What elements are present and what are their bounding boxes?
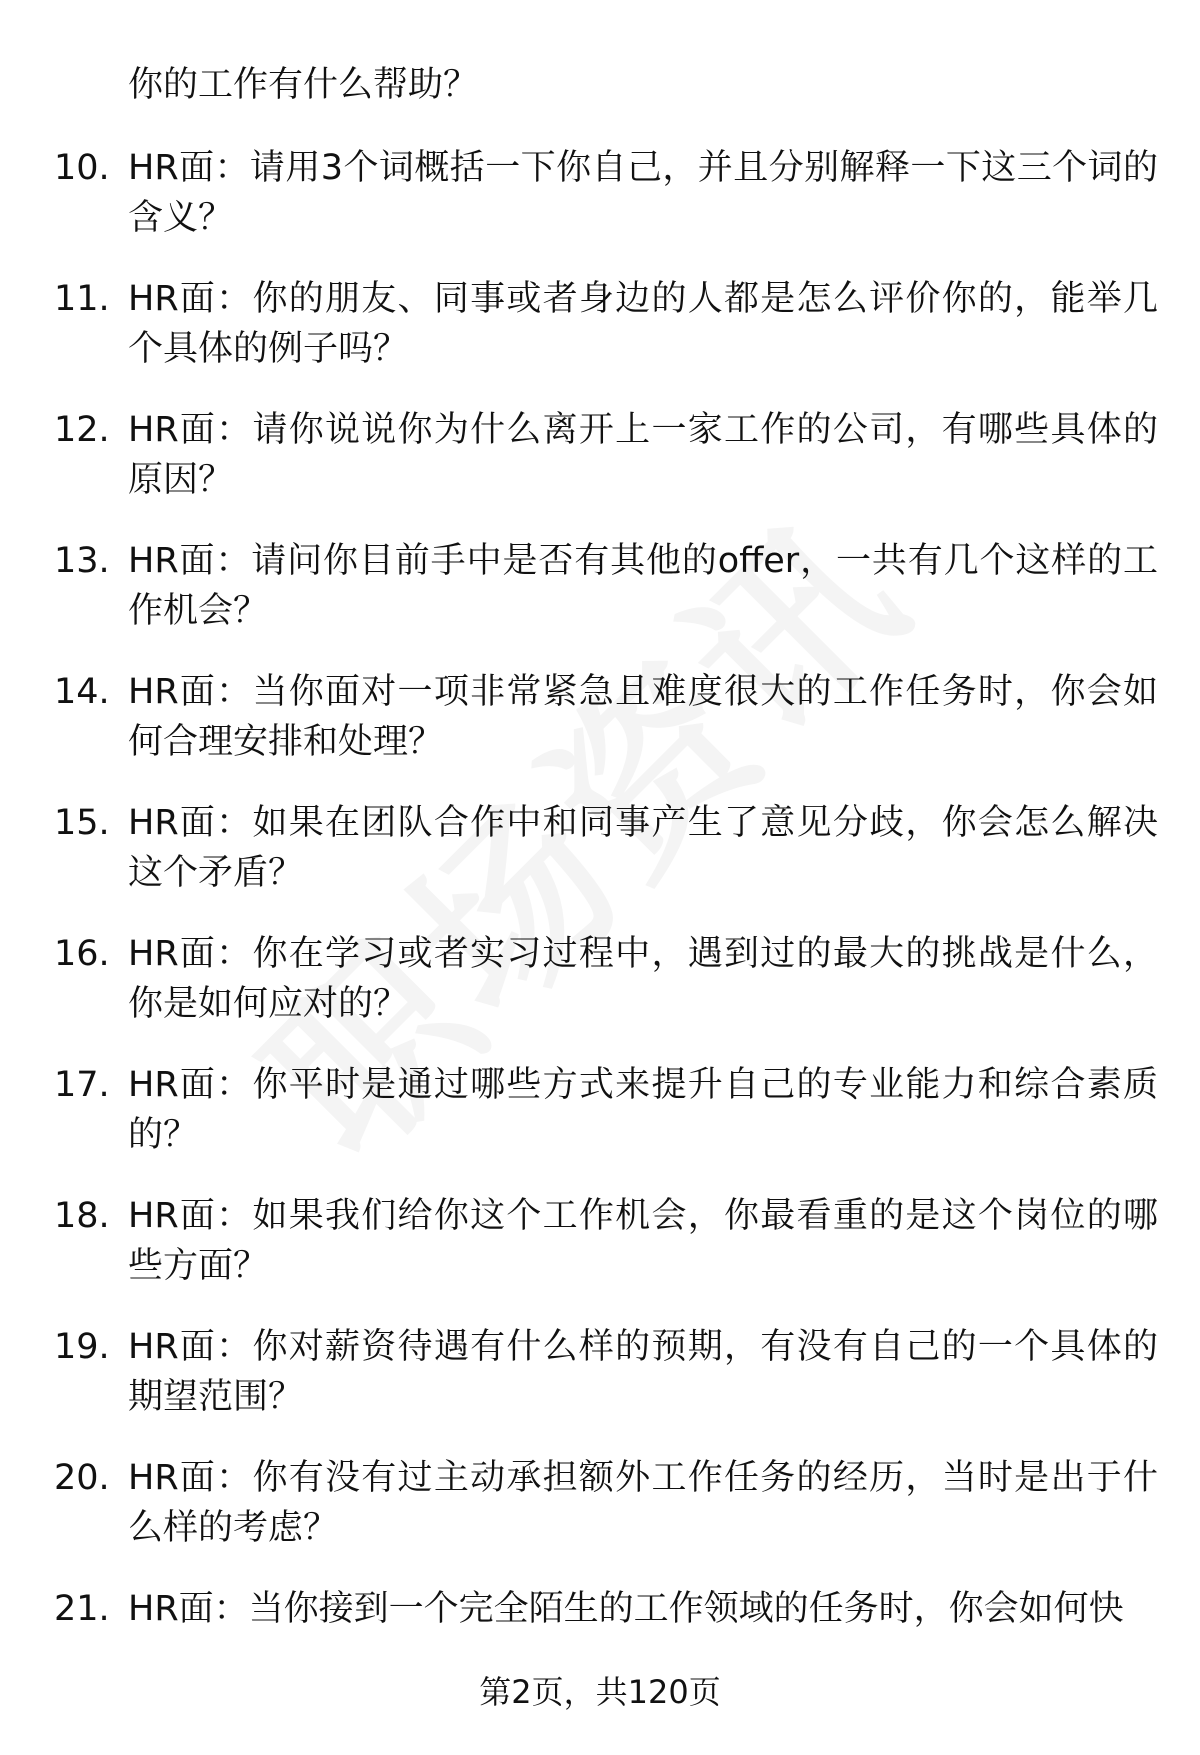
question-text: HR面：你有没有过主动承担额外工作任务的经历，当时是出于什么样的考虑？ (128, 1458, 1158, 1548)
question-item (0, 143, 1200, 274)
question-list (0, 143, 1200, 1715)
question-continuation: 你的工作有什么帮助？ (128, 65, 479, 105)
question-item (0, 1453, 1200, 1584)
question-item (0, 798, 1200, 929)
question-number: 20. (54, 1458, 110, 1498)
question-number: 17. (54, 1065, 110, 1105)
question-item (0, 1060, 1200, 1191)
question-text: HR面：你的朋友、同事或者身边的人都是怎么评价你的，能举几个具体的例子吗？ (128, 279, 1158, 369)
question-number: 21. (54, 1589, 110, 1629)
question-item (0, 667, 1200, 798)
question-number: 15. (54, 803, 110, 843)
question-number: 13. (54, 541, 110, 581)
question-text: HR面：如果在团队合作中和同事产生了意见分歧，你会怎么解决这个矛盾？ (128, 803, 1158, 893)
question-item (0, 929, 1200, 1060)
question-item (0, 274, 1200, 405)
question-number: 16. (54, 934, 110, 974)
question-item (0, 1191, 1200, 1322)
question-number: 10. (54, 148, 110, 188)
question-text: HR面：请用3个词概括一下你自己，并且分别解释一下这三个词的含义？ (128, 148, 1158, 238)
question-text: HR面：你对薪资待遇有什么样的预期，有没有自己的一个具体的期望范围？ (128, 1327, 1158, 1417)
question-text: HR面：请你说说你为什么离开上一家工作的公司，有哪些具体的原因？ (128, 410, 1158, 500)
question-number: 19. (54, 1327, 110, 1367)
question-item (0, 1322, 1200, 1453)
question-text: HR面：如果我们给你这个工作机会，你最看重的是这个岗位的哪些方面？ (128, 1196, 1158, 1286)
question-text: HR面：你平时是通过哪些方式来提升自己的专业能力和综合素质的？ (128, 1065, 1158, 1155)
page-footer: 第2页，共120页 (479, 1673, 721, 1711)
question-item (0, 405, 1200, 536)
question-number: 12. (54, 410, 110, 450)
question-item (0, 536, 1200, 667)
question-number: 11. (54, 279, 110, 319)
question-text: HR面：请问你目前手中是否有其他的offer，一共有几个这样的工作机会？ (128, 541, 1158, 631)
question-number: 18. (54, 1196, 110, 1236)
question-number: 14. (54, 672, 110, 712)
question-text: HR面：当你接到一个完全陌生的工作领域的任务时，你会如何快 (128, 1589, 1124, 1629)
question-text: HR面：你在学习或者实习过程中，遇到过的最大的挑战是什么，你是如何应对的？ (128, 934, 1158, 1024)
question-text: HR面：当你面对一项非常紧急且难度很大的工作任务时，你会如何合理安排和处理？ (128, 672, 1158, 762)
